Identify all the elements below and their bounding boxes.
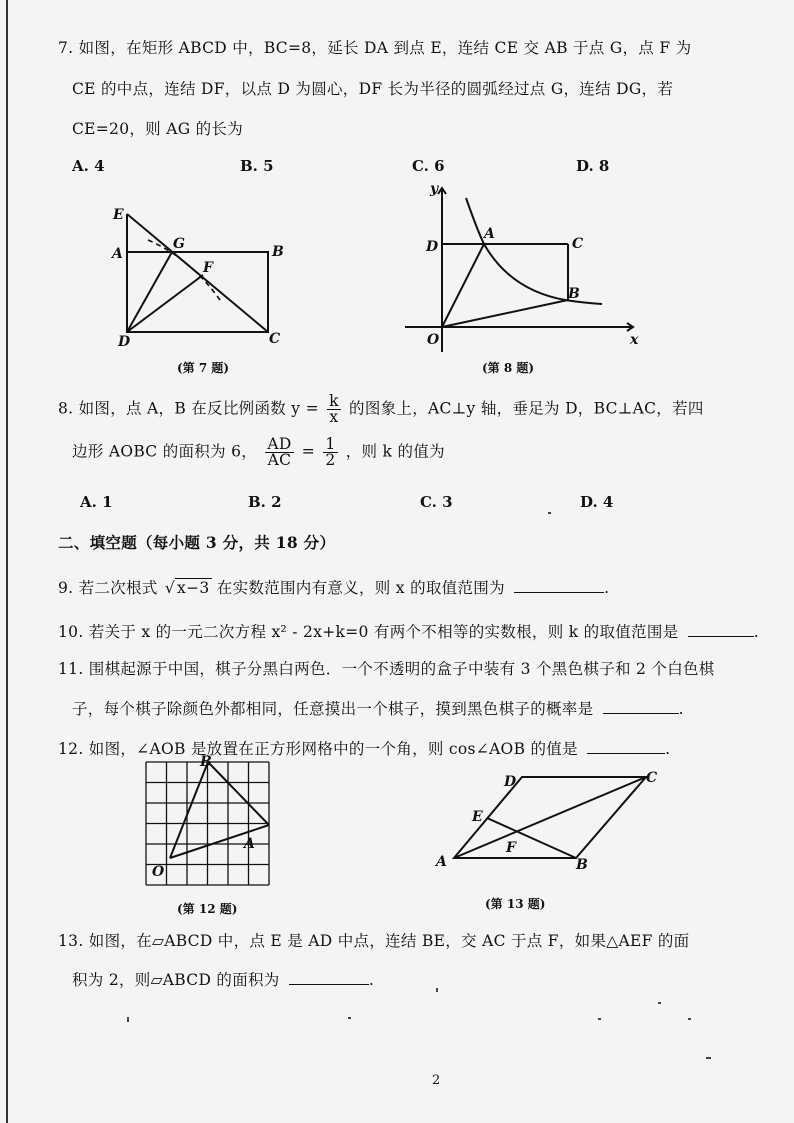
q10-answer-blank[interactable] [688, 624, 754, 637]
q8-option-c: C. 3 [420, 493, 453, 511]
q8-label-d: D [426, 239, 439, 255]
q9-radicand: x−3 [177, 579, 210, 597]
section-2-title: 二、填空题（每小题 3 分，共 18 分） [58, 533, 336, 552]
segment-ba [208, 762, 269, 825]
scan-speck [348, 1017, 351, 1019]
q13-answer-blank[interactable] [289, 972, 369, 985]
segment-oa [442, 244, 484, 327]
q12-label-a: A [244, 836, 255, 852]
q8-option-d: D. 4 [580, 493, 614, 511]
hyperbola-curve [466, 198, 602, 304]
q12-label-b: B [200, 754, 212, 770]
scan-speck [436, 988, 438, 992]
q8-half-fraction [323, 437, 337, 468]
diagonal-ac [454, 777, 646, 858]
q7-label-e: E [113, 207, 124, 223]
q13-label-b: B [576, 857, 588, 873]
q8-line1 [58, 394, 704, 425]
parallelogram-abcd [454, 777, 646, 858]
q9-line [58, 576, 609, 598]
q9-pre: 9. 若二次根式 [58, 579, 158, 597]
scan-speck [548, 512, 551, 514]
q7-label-b: B [272, 244, 284, 260]
q8-label-a: A [484, 226, 495, 242]
q8-ratio-den: AC [267, 451, 292, 469]
y-axis-arrow [438, 188, 446, 194]
q7-line1: 7. 如图，在矩形 ABCD 中，BC=8，延长 DA 到点 E，连结 CE 交 AB 于点 G，点 F 为 [58, 39, 692, 57]
q8-line2-post: ，则 k 的值为 [345, 442, 445, 461]
q13-line2-text: 积为 2，则▱ABCD 的面积为 [72, 971, 280, 989]
q8-label-x: x [630, 332, 639, 348]
scan-speck [127, 1017, 129, 1022]
scan-speck [688, 1018, 691, 1020]
q7-option-d: D. 8 [576, 157, 610, 175]
q13-label-d: D [504, 774, 517, 790]
q12-caption: (第 12 题) [177, 902, 238, 916]
x-axis-arrow [627, 323, 633, 331]
q8-fraction-k-over-x [327, 394, 341, 425]
q12-label-o: O [152, 864, 165, 880]
q8-line1-pre: 8. 如图，点 A，B 在反比例函数 y = [58, 399, 319, 418]
q8-half-num: 1 [325, 435, 336, 453]
q8-label-y: y [430, 181, 439, 197]
q8-option-b: B. 2 [248, 493, 282, 511]
q8-frac-den: x [329, 408, 339, 426]
q13-line1: 13. 如图，在▱ABCD 中，点 E 是 AD 中点，连结 BE，交 AC 于点 F，如果△AEF 的面 [58, 932, 690, 950]
q12-answer-blank[interactable] [587, 741, 665, 754]
q13-line2 [72, 968, 374, 990]
q7-option-a: A. 4 [72, 157, 105, 175]
q7-label-f: F [203, 260, 213, 276]
q8-ratio-eq: = [301, 442, 316, 461]
q7-label-g: G [173, 236, 185, 252]
q11-line1: 11. 围棋起源于中国，棋子分黑白两色．一个不透明的盒子中装有 3 个黑色棋子和 2 个白色棋 [58, 660, 715, 678]
segment-ec [127, 214, 268, 332]
q8-label-o: O [427, 332, 440, 348]
q7-option-b: B. 5 [240, 157, 274, 175]
segment-ob [442, 300, 568, 327]
q10-text: 10. 若关于 x 的一元二次方程 x² - 2x+k=0 有两个不相等的实数根，则 k 的取值范围是 [58, 623, 679, 641]
arc-dashed [148, 240, 220, 300]
q10-end: . [753, 623, 759, 641]
q12-text: 12. 如图，∠AOB 是放置在正方形网格中的一个角，则 cos∠AOB 的值是 [58, 740, 578, 758]
q8-ratio-fraction [265, 437, 293, 468]
segment-be [487, 818, 576, 858]
q9-answer-blank[interactable] [514, 580, 604, 593]
q8-frac-num: k [329, 392, 339, 410]
q13-label-c: C [646, 770, 658, 786]
q10-line [58, 620, 759, 642]
segment-ob [170, 762, 208, 858]
q12-line [58, 737, 670, 759]
q13-label-e: E [472, 809, 483, 825]
q7-line3: CE=20，则 AG 的长为 [72, 120, 244, 138]
q7-label-d: D [118, 334, 131, 350]
q8-ratio-num: AD [267, 435, 292, 453]
rectangle-abcd [127, 252, 268, 332]
q13-end: . [368, 971, 375, 989]
q8-half-den: 2 [325, 451, 336, 469]
square-grid [146, 762, 269, 885]
q8-line2 [72, 437, 445, 468]
q7-option-c: C. 6 [412, 157, 445, 175]
scan-speck [706, 1057, 711, 1059]
q13-label-f: F [506, 840, 516, 856]
q7-line2: CE 的中点，连结 DF，以点 D 为圆心，DF 长为半径的圆弧经过点 G，连结 DG，若 [72, 80, 674, 98]
q9-post: 在实数范围内有意义，则 x 的取值范围为 [216, 579, 505, 597]
sqrt-symbol: √ [164, 579, 176, 597]
page-edge-line [6, 0, 8, 1123]
scan-speck [598, 1018, 601, 1020]
q8-label-c: C [572, 236, 584, 252]
q13-label-a: A [436, 854, 447, 870]
q11-answer-blank[interactable] [603, 701, 679, 714]
q13-caption: (第 13 题) [485, 897, 546, 911]
q7-label-a: A [112, 246, 123, 262]
q8-line1-post: 的图象上，AC⊥y 轴，垂足为 D，BC⊥AC，若四 [349, 399, 704, 418]
q9-end: . [604, 579, 610, 597]
q7-label-c: C [269, 331, 281, 347]
segment-dg [127, 252, 172, 332]
q12-end: . [665, 740, 671, 758]
q11-end: . [678, 700, 684, 718]
segment-df [127, 275, 203, 332]
q7-caption: (第 7 题) [177, 361, 230, 375]
q11-line2 [72, 697, 684, 719]
segment-oa [170, 825, 269, 858]
q8-label-b: B [568, 286, 580, 302]
q8-caption: (第 8 题) [482, 361, 535, 375]
page-number: 2 [432, 1073, 441, 1088]
q8-line2-pre: 边形 AOBC 的面积为 6， [72, 442, 258, 461]
q8-option-a: A. 1 [80, 493, 113, 511]
scan-speck [658, 1002, 661, 1004]
q11-line2-text: 子，每个棋子除颜色外都相同，任意摸出一个棋子，摸到黑色棋子的概率是 [72, 700, 594, 718]
